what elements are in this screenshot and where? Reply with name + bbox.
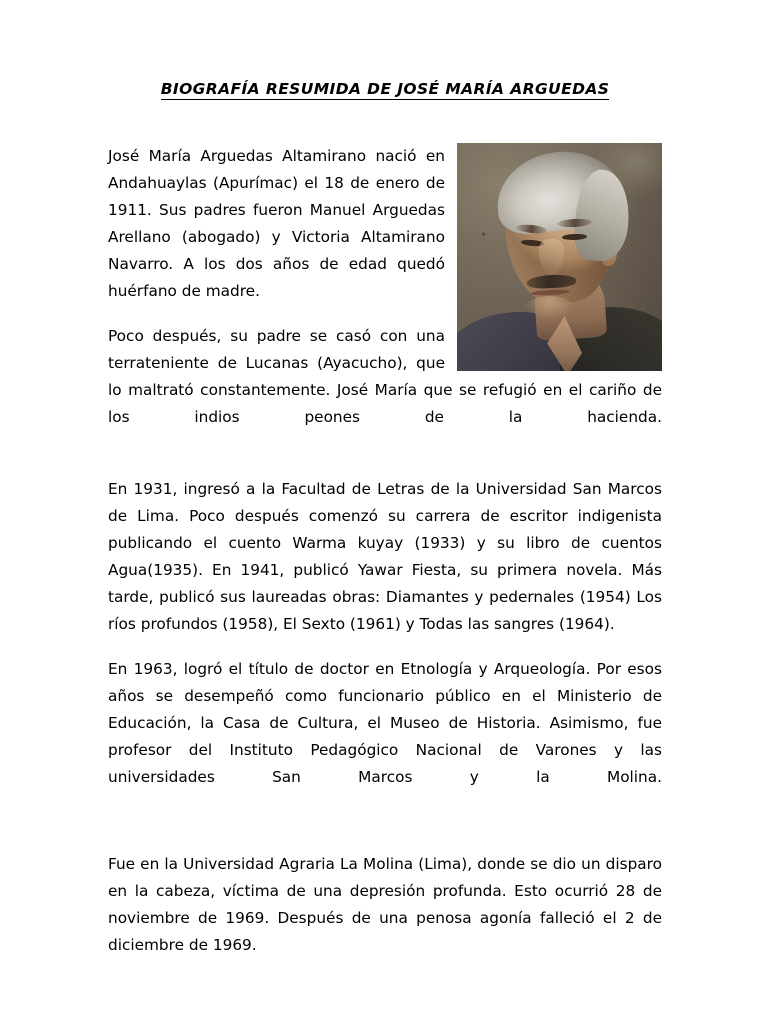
paragraph-3: En 1931, ingresó a la Facultad de Letras de la Universidad San Marcos de Lima. Poco después comenzó su carrera de escritor indigenista publicando el cuento Warma kuyay (1933) y su libro de cuentos Agua(1935). En 1941, publicó Yawar Fiesta, su primera novela. Más tarde, publicó sus laureadas obras: Diamantes y pedernales (1954) Los ríos profundos (1958), El Sexto (1961) y Todas las sangres (1964). [108, 480, 662, 633]
page-title [108, 80, 662, 98]
portrait-image [457, 143, 662, 371]
paragraph-4: En 1963, logró el título de doctor en Etnología y Arqueología. Por esos años se desempeñó como funcionario público en el Ministerio de Educación, la Casa de Cultura, el Museo de Historia. Asimismo, fue profesor del Instituto Pedagógico Nacional de Varones y las universidades San Marcos y la Molina. [108, 660, 662, 786]
page-title-text: BIOGRAFÍA RESUMIDA DE JOSÉ MARÍA ARGUEDAS [160, 80, 610, 98]
paragraph-5: Fue en la Universidad Agraria La Molina (Lima), donde se dio un disparo en la cabeza, víctima de una depresión profunda. Esto ocurrió 28 de noviembre de 1969. Después de una penosa agonía falleció el 2 de diciembre de 1969. [108, 855, 662, 954]
paragraph-1: José María Arguedas Altamirano nació en Andahuaylas (Apurímac) el 18 de enero de 1911. Sus padres fueron Manuel Arguedas Arellano (abogado) y Victoria Altamirano Navarro. A los dos años de edad quedó huérfano de madre. [108, 147, 445, 300]
portrait-chin [525, 296, 574, 319]
paragraph-2: Poco después, su padre se casó con una terrateniente de Lucanas (Ayacucho), que lo maltrató constantemente. José María que se refugió en el cariño de los indios peones de la hacienda. [108, 327, 662, 426]
document-body [108, 143, 662, 977]
